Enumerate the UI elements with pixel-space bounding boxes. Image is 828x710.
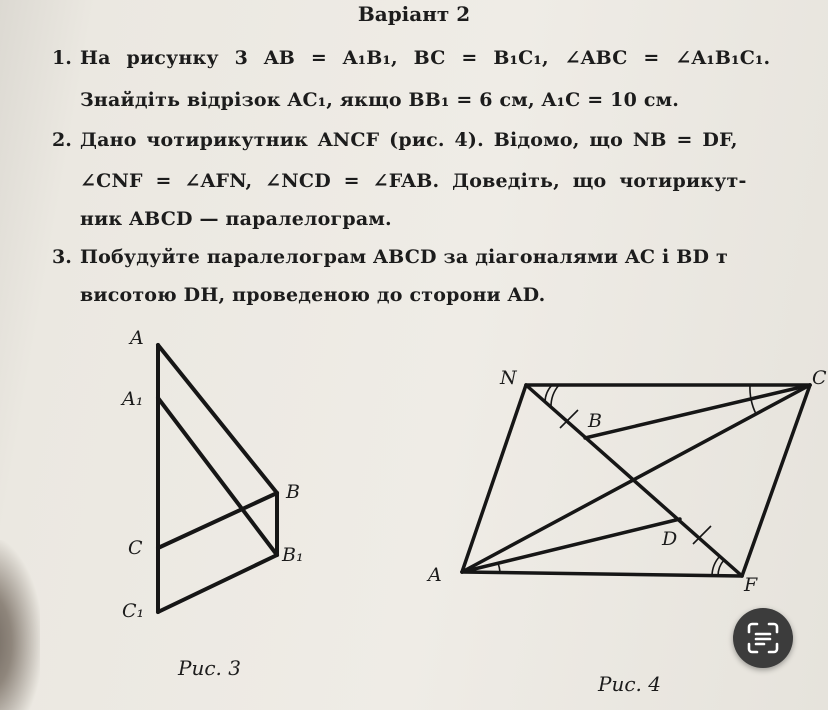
fig3-label-A: A [130,327,144,349]
task1-line1: На рисунку 3 AB = A₁B₁, BC = B₁C₁, ∠ABC = ∠A₁B₁C₁. [80,47,771,69]
fig3-label-B1: B₁ [282,544,304,566]
figure-3-lines [158,345,277,612]
fig3-label-B: B [286,481,300,503]
task2-line3: ник ABCD — паралелограм. [80,208,392,230]
task3-line1: Побудуйте паралелограм ABCD за діагоналями AC і BD т [80,246,728,268]
task3-line2: висотою DH, проведеною до сторони AD. [80,284,546,306]
line-C-B [158,493,277,548]
task1-number: 1. [52,47,72,69]
task2-line2: ∠CNF = ∠AFN, ∠NCD = ∠FAB. Доведіть, що чотирикут- [80,170,747,192]
task2-number: 2. [52,129,72,151]
angle-F-arc1 [718,560,724,576]
fig4-label-N: N [500,367,517,389]
fig4-label-B: B [588,410,602,432]
text-scan-icon [746,621,780,655]
fig3-label-A1: A₁ [122,388,144,410]
text-scan-button[interactable] [733,608,793,668]
fig4-caption: Рис. 4 [598,672,661,696]
diagonal-A-C [462,385,810,572]
fig4-label-D: D [662,528,678,550]
fig3-label-C: C [128,537,143,559]
figure-4-marks [498,385,756,576]
fig3-label-C1: C₁ [122,600,145,622]
angle-N-arc2 [551,385,559,407]
segment-A-D [462,519,680,572]
figure-4-lines [462,385,810,576]
task3-number: 3. [52,246,72,268]
segment-B-C [585,385,810,438]
fig4-label-A: A [428,564,442,586]
task2-line1: Дано чотирикутник ANCF (рис. 4). Відомо, що NB = DF, [80,129,738,151]
side-F-A [462,572,742,576]
fig4-label-F: F [744,574,758,596]
fig3-caption: Рис. 3 [178,656,241,680]
fig4-label-C: C [812,367,827,389]
variant-title: Варіант 2 [357,2,471,26]
line-C1-B1 [158,555,277,612]
task1-line2: Знайдіть відрізок AC₁, якщо BB₁ = 6 см, A₁C = 10 см. [80,89,680,111]
side-C-F [742,385,810,576]
